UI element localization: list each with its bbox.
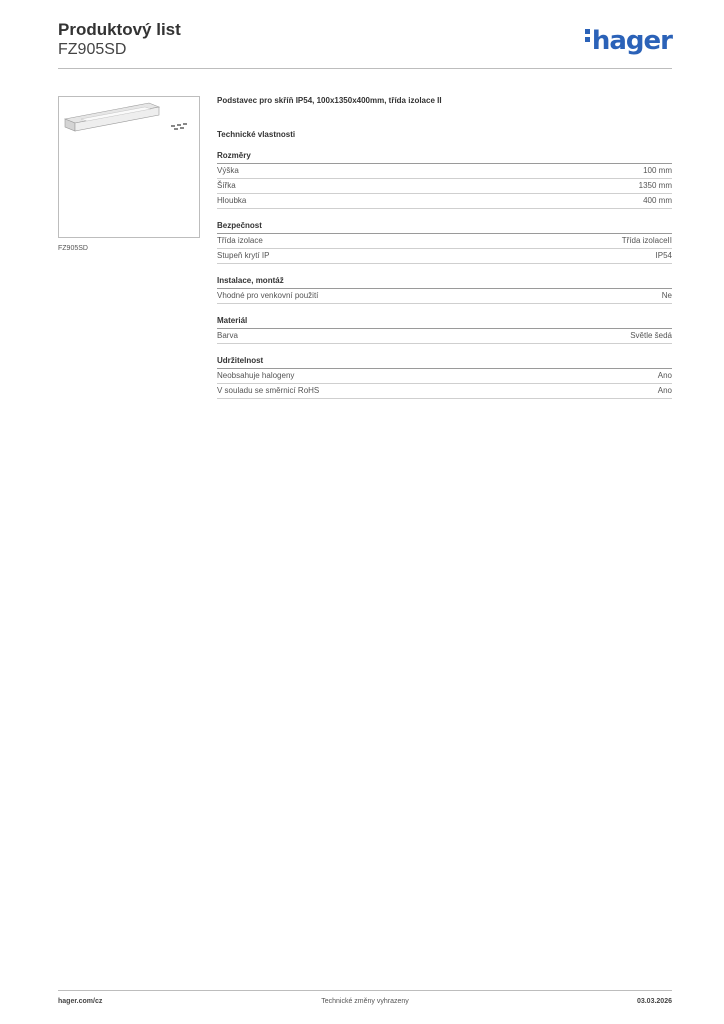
spec-value: IP54 xyxy=(655,251,672,260)
spec-section xyxy=(217,356,672,399)
product-description: Podstavec pro skříň IP54, 100x1350x400mm, třída izolace II xyxy=(217,96,442,105)
spec-sections xyxy=(217,151,672,399)
spec-row xyxy=(217,289,672,304)
logo-text: hager xyxy=(591,26,672,56)
product-base-illustration xyxy=(59,97,199,237)
spec-value: Světle šedá xyxy=(630,331,672,340)
spec-label: Výška xyxy=(217,166,239,175)
spec-label: V souladu se směrnicí RoHS xyxy=(217,386,320,395)
spec-value: 100 mm xyxy=(643,166,672,175)
spec-label: Neobsahuje halogeny xyxy=(217,371,295,380)
spec-row xyxy=(217,329,672,344)
footer-divider xyxy=(58,990,672,991)
product-image xyxy=(58,96,200,238)
spec-row xyxy=(217,164,672,179)
spec-label: Hloubka xyxy=(217,196,247,205)
section-title: Instalace, montáž xyxy=(217,276,672,289)
footer-note: Technické změny vyhrazeny xyxy=(321,998,409,1005)
spec-label: Stupeň krytí IP xyxy=(217,251,270,260)
spec-label: Barva xyxy=(217,331,238,340)
spec-label: Šířka xyxy=(217,181,236,190)
spec-value: Ano xyxy=(657,386,672,395)
spec-row xyxy=(217,369,672,384)
spec-label: Třída izolace xyxy=(217,236,263,245)
image-caption: FZ905SD xyxy=(58,245,88,252)
section-title: Bezpečnost xyxy=(217,221,672,234)
spec-section xyxy=(217,316,672,344)
hager-logo xyxy=(585,26,672,56)
technical-properties-heading: Technické vlastnosti xyxy=(217,130,296,139)
section-title: Udržitelnost xyxy=(217,356,672,369)
spec-section xyxy=(217,151,672,209)
product-code: FZ905SD xyxy=(58,41,127,58)
spec-value: Ano xyxy=(657,371,672,380)
page-title: Produktový list xyxy=(58,20,181,39)
spec-value: 1350 mm xyxy=(638,181,672,190)
footer-website: hager.com/cz xyxy=(58,998,103,1005)
page-header xyxy=(58,20,672,68)
spec-row xyxy=(217,179,672,194)
logo-dots-icon xyxy=(585,29,590,45)
section-title: Materiál xyxy=(217,316,672,329)
spec-value: Ne xyxy=(661,291,672,300)
spec-row xyxy=(217,249,672,264)
spec-section xyxy=(217,276,672,304)
spec-value: Třída izolaceII xyxy=(621,236,672,245)
spec-label: Vhodné pro venkovní použití xyxy=(217,291,319,300)
section-title: Rozměry xyxy=(217,151,672,164)
spec-row xyxy=(217,234,672,249)
spec-row xyxy=(217,384,672,399)
spec-row xyxy=(217,194,672,209)
spec-section xyxy=(217,221,672,264)
product-details xyxy=(217,96,672,399)
spec-value: 400 mm xyxy=(643,196,672,205)
footer-date: 03.03.2026 xyxy=(636,998,672,1005)
header-divider xyxy=(58,68,672,69)
